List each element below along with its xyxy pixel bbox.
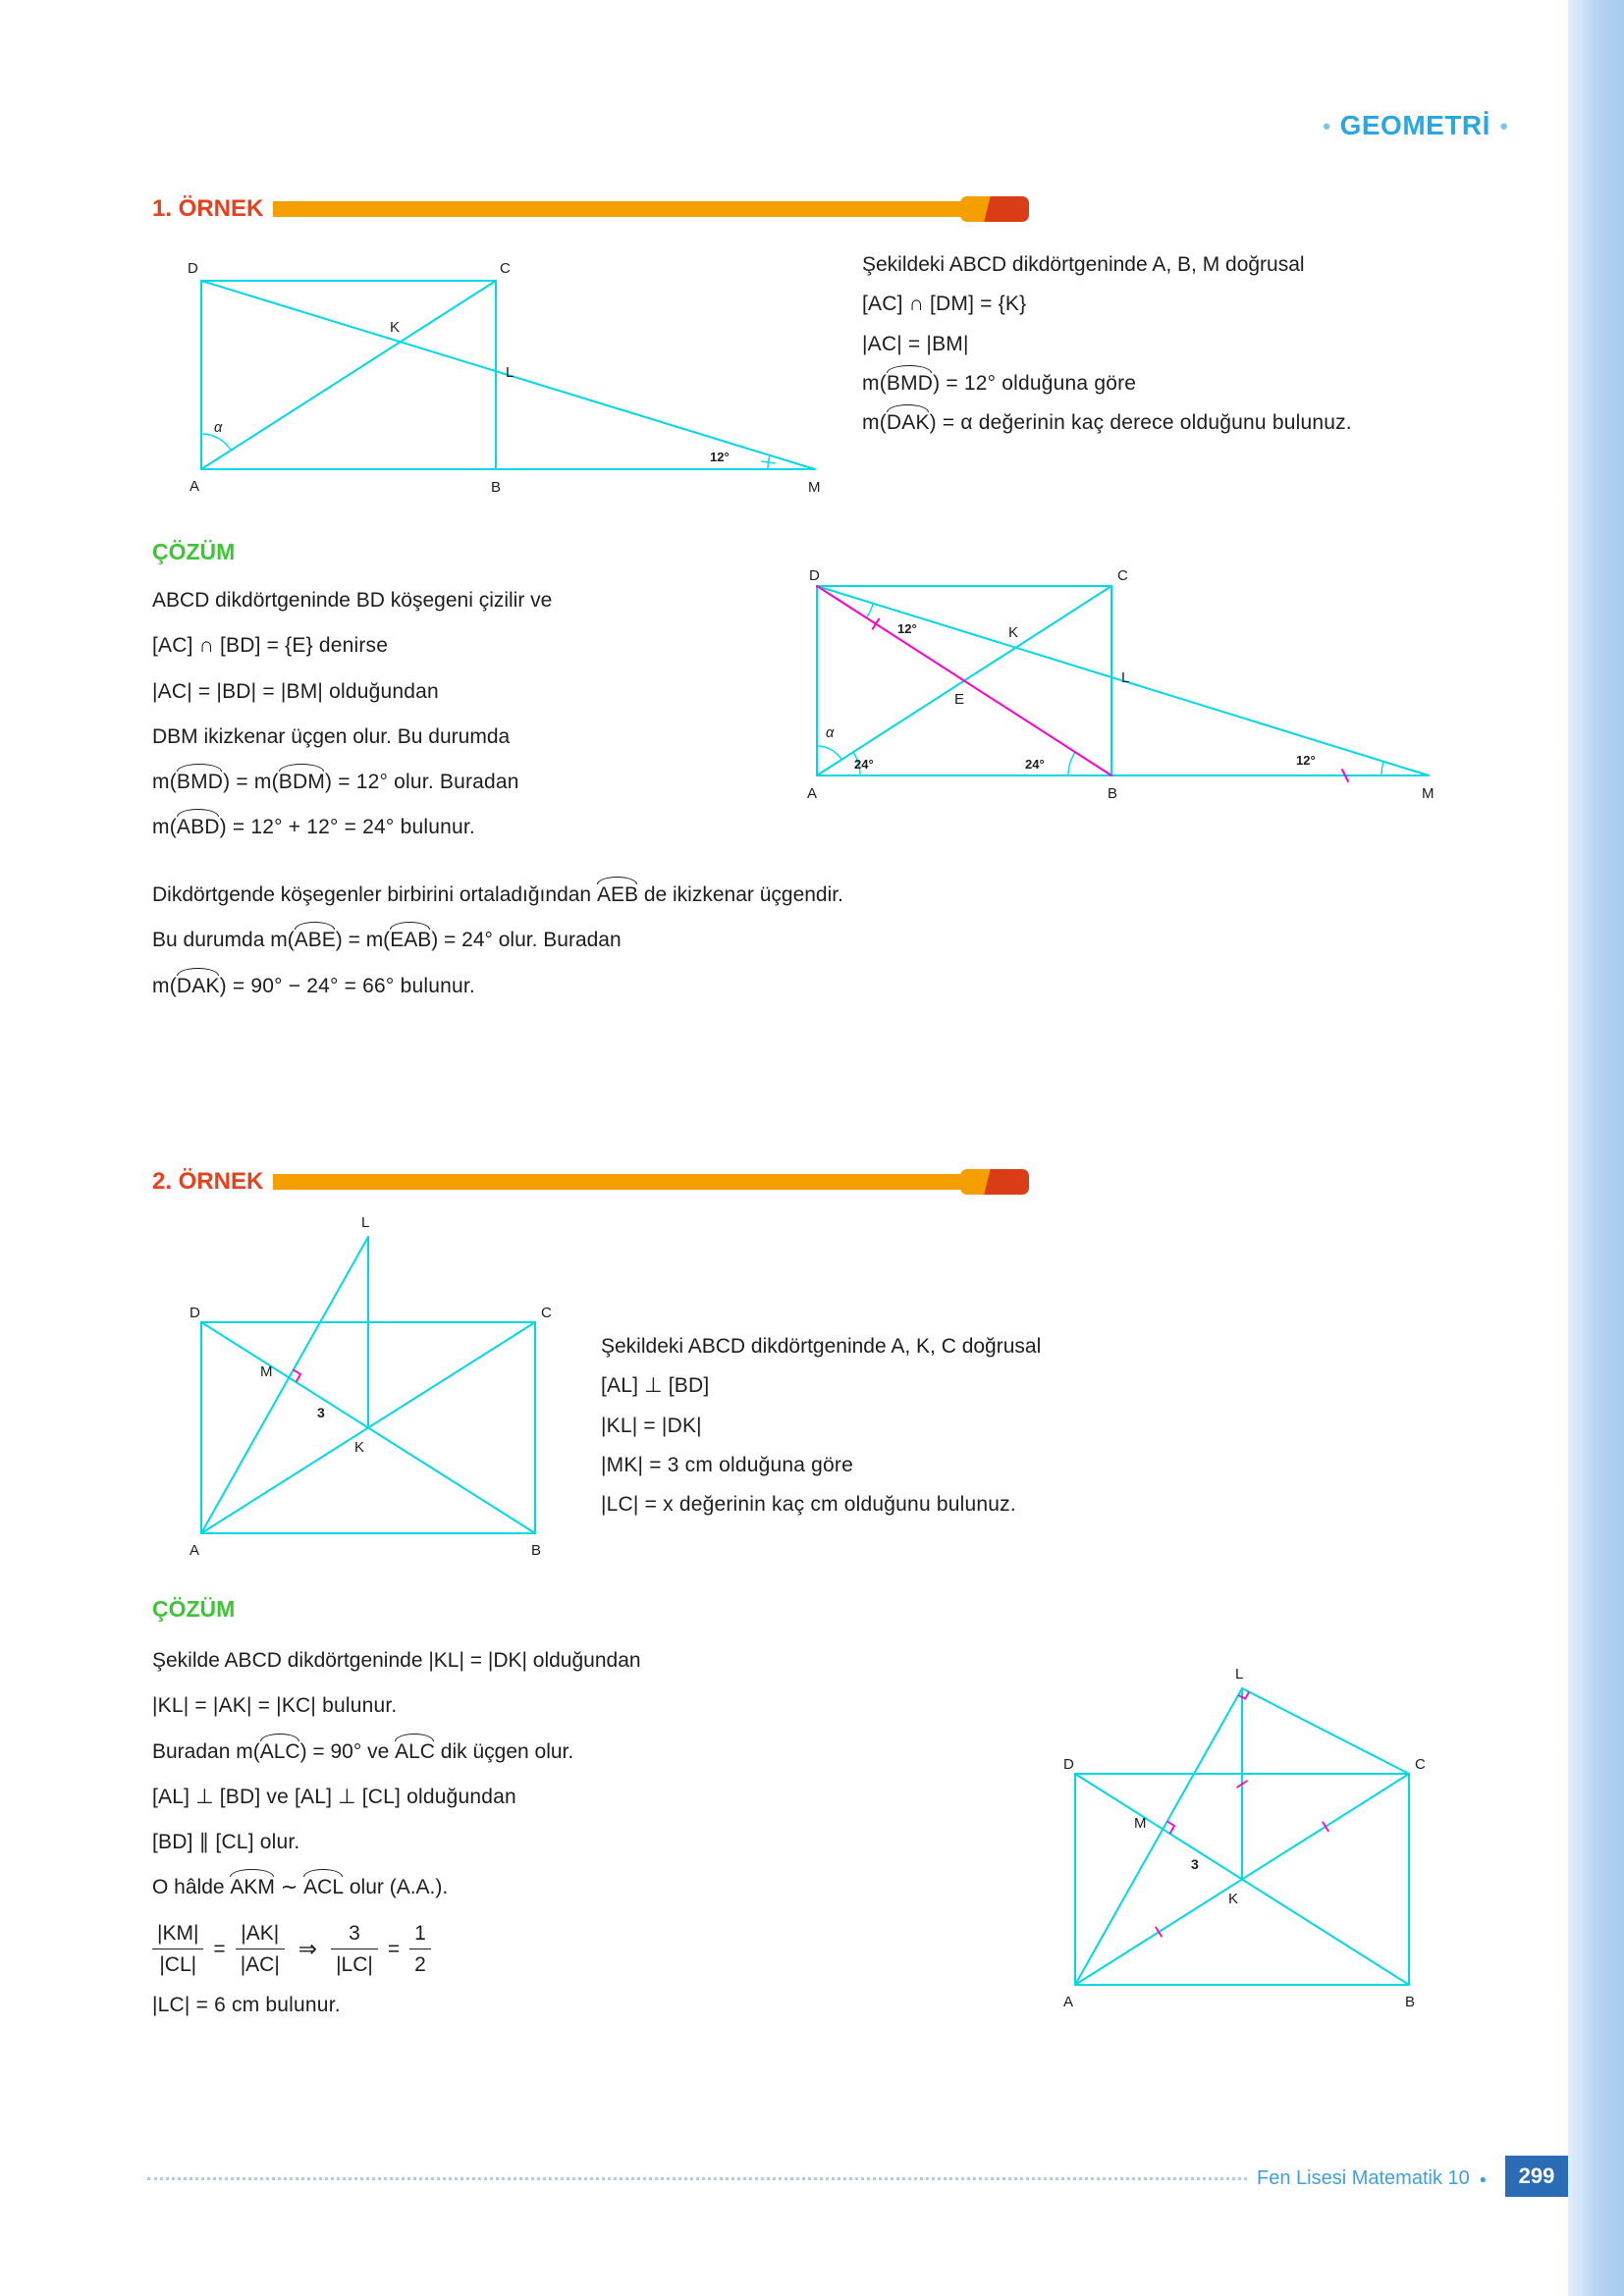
solution-line xyxy=(152,814,800,840)
denominator: 2 xyxy=(414,1953,426,1977)
chapter-header xyxy=(1323,110,1508,141)
example-bar-cap-icon xyxy=(960,196,1029,222)
point-label-D: D xyxy=(188,260,198,277)
point-label-L: L xyxy=(1235,1666,1244,1682)
point-label-K: K xyxy=(1008,624,1019,641)
text-fragment: olur (A.A.). xyxy=(344,1876,449,1899)
angle-notation: ALC xyxy=(395,1738,435,1765)
tick-KC xyxy=(1323,1822,1328,1832)
sidebar-strip xyxy=(1568,0,1624,2296)
point-label-A: A xyxy=(807,785,818,802)
fraction-1-2 xyxy=(409,1920,431,1979)
solution-line: [AL] ⊥ [BD] ve [AL] ⊥ [CL] olduğundan xyxy=(152,1785,516,1808)
solution-line xyxy=(152,927,1468,953)
angle-arc-M12 xyxy=(1381,762,1383,775)
point-label-K: K xyxy=(1228,1891,1239,1907)
example2-solution xyxy=(152,1647,1016,2038)
text-fragment: ) = 12° + 12° = 24° bulunur. xyxy=(219,816,475,839)
example-bar xyxy=(273,1174,964,1190)
footer-dot-icon: ● xyxy=(1479,2171,1487,2186)
solution-line xyxy=(152,1874,1016,1900)
text-fragment: ) = m( xyxy=(335,929,391,952)
figure-solution2 xyxy=(1036,1661,1488,2019)
solution-line: ABCD dikdörtgeninde BD köşegeni çizilir ve xyxy=(152,589,553,612)
text-fragment: de ikizkenar üçgendir. xyxy=(637,883,843,906)
angle-label-D12: 12° xyxy=(897,621,917,636)
solution-line: DBM ikizkenar üçgen olur. Bu durumda xyxy=(152,724,511,748)
text-fragment: ) = 90° ve xyxy=(299,1739,396,1763)
solution2-label: ÇÖZÜM xyxy=(152,1596,236,1622)
footer-dotted-line xyxy=(147,2177,1247,2180)
problem-line: [AC] ∩ [DM] = {K} xyxy=(862,293,1027,316)
diagonal-AC xyxy=(201,281,496,469)
angle-notation: BMD xyxy=(887,370,933,397)
fraction-KM-CL xyxy=(152,1920,203,1979)
tick-DB xyxy=(873,619,879,629)
example1-problem xyxy=(862,251,1358,449)
angle-notation: AKM xyxy=(230,1874,275,1900)
problem-line: |LC| = x değerinin kaç cm olduğunu bulunuz. xyxy=(601,1493,1016,1517)
angle-notation: ALC xyxy=(260,1738,300,1765)
solution1-label: ÇÖZÜM xyxy=(152,539,236,564)
text-fragment: ∼ xyxy=(274,1876,304,1899)
point-label-E: E xyxy=(954,691,965,708)
figure3-lines xyxy=(201,1237,535,1533)
angle-label-12: 12° xyxy=(710,450,730,464)
solution-line: Şekilde ABCD dikdörtgeninde |KL| = |DK| olduğundan xyxy=(152,1649,641,1672)
problem-line xyxy=(862,370,1358,397)
example1-header xyxy=(152,195,1029,223)
text-fragment: dik üçgen olur. xyxy=(434,1739,574,1763)
problem-line: Şekildeki ABCD dikdörtgeninde A, B, M doğrusal xyxy=(862,253,1305,276)
point-label-M: M xyxy=(260,1363,273,1380)
text-fragment: ) = 90° − 24° = 66° bulunur. xyxy=(219,974,475,997)
equals-sign: = xyxy=(387,1937,401,1960)
fraction-3-LC xyxy=(331,1920,378,1979)
example1-label: 1. ÖRNEK xyxy=(152,195,264,222)
problem-line: Şekildeki ABCD dikdörtgeninde A, K, C doğrusal xyxy=(601,1335,1042,1358)
example-bar xyxy=(273,201,964,217)
numerator: |KM| xyxy=(152,1920,203,1949)
denominator: |CL| xyxy=(159,1953,197,1977)
angle-notation: EAB xyxy=(390,927,431,953)
example2-problem xyxy=(601,1333,1327,1530)
numerator: |AK| xyxy=(236,1920,285,1949)
solution-line: |AC| = |BD| = |BM| olduğundan xyxy=(152,679,439,703)
solution-line: [BD] ∥ [CL] olur. xyxy=(152,1831,300,1854)
problem-line: [AL] ⊥ [BD] xyxy=(601,1374,710,1398)
point-label-D: D xyxy=(189,1305,200,1321)
chapter-title: GEOMETRİ xyxy=(1339,110,1490,140)
point-label-M: M xyxy=(808,479,821,496)
text-fragment: O hâlde xyxy=(152,1876,231,1899)
example2-header xyxy=(152,1168,1029,1196)
angle-arc-alpha xyxy=(201,434,231,451)
solution-line xyxy=(152,1738,1016,1765)
point-label-D: D xyxy=(1063,1756,1074,1773)
text-fragment: ) = 12° olur. Buradan xyxy=(325,771,519,794)
angle-label-B24: 24° xyxy=(1025,757,1045,772)
proportion-equation xyxy=(152,1920,1016,1979)
point-label-K: K xyxy=(390,319,401,336)
footer-book-title: Fen Lisesi Matematik 10 xyxy=(1256,2167,1470,2189)
problem-line xyxy=(862,409,1358,436)
point-label-A: A xyxy=(189,1542,200,1559)
length-label-3: 3 xyxy=(317,1405,325,1420)
implies-sign: ⇒ xyxy=(298,1935,318,1961)
point-label-L: L xyxy=(361,1214,370,1231)
page-number: 299 xyxy=(1505,2156,1568,2197)
line-AL xyxy=(1075,1688,1242,1985)
angle-tick-M xyxy=(762,461,776,463)
example1-solution-continued xyxy=(152,881,1468,1018)
problem-line: |AC| = |BM| xyxy=(862,332,969,355)
denominator: |AC| xyxy=(240,1953,280,1977)
point-label-K: K xyxy=(354,1439,365,1456)
text-fragment: m( xyxy=(152,771,177,794)
point-label-D: D xyxy=(809,567,820,584)
text-fragment: ) = m( xyxy=(223,771,279,794)
text-fragment: ) = α değerinin kaç derece olduğunu bulunuz. xyxy=(929,411,1352,435)
solution-line xyxy=(152,973,1468,999)
solution-line: |LC| = 6 cm bulunur. xyxy=(152,1994,341,2017)
angle-label-A24: 24° xyxy=(854,757,874,772)
point-label-B: B xyxy=(1108,785,1118,802)
point-label-M: M xyxy=(1422,785,1435,802)
point-label-L: L xyxy=(506,364,514,381)
numerator: 3 xyxy=(331,1920,378,1949)
page-footer xyxy=(147,2167,1487,2190)
text-fragment: ) = 24° olur. Buradan xyxy=(431,929,622,952)
point-label-A: A xyxy=(1063,1994,1074,2010)
text-fragment: m( xyxy=(862,371,887,395)
text-fragment: Dikdörtgende köşegenler birbirini ortaladığından xyxy=(152,883,597,906)
angle-label-M12: 12° xyxy=(1296,753,1316,768)
text-fragment: m( xyxy=(862,411,887,435)
angle-label-alpha: α xyxy=(826,725,835,741)
length-label-3: 3 xyxy=(1191,1856,1199,1872)
figure-solution1 xyxy=(795,555,1443,805)
figure4-lines xyxy=(1075,1688,1409,1985)
figure-example2 xyxy=(162,1209,614,1568)
line-LC xyxy=(1242,1688,1409,1774)
angle-label-alpha: α xyxy=(214,420,223,436)
problem-line: |MK| = 3 cm olduğuna göre xyxy=(601,1453,853,1476)
line-AL xyxy=(201,1237,368,1533)
angle-notation: ABE xyxy=(295,927,336,953)
point-label-L: L xyxy=(1121,669,1130,686)
angle-notation: DAK xyxy=(887,409,930,436)
equals-sign: = xyxy=(213,1937,226,1960)
text-fragment: m( xyxy=(152,816,177,839)
point-label-C: C xyxy=(1415,1756,1426,1773)
point-label-B: B xyxy=(491,479,502,496)
solution-line xyxy=(152,769,800,795)
point-label-C: C xyxy=(541,1305,552,1321)
angle-notation: AEB xyxy=(597,881,638,908)
point-label-M: M xyxy=(1134,1815,1147,1832)
figure2-marks xyxy=(817,586,1348,781)
fraction-AK-AC xyxy=(236,1920,285,1979)
numerator: 1 xyxy=(409,1920,431,1949)
header-dot-icon: ● xyxy=(1322,117,1331,134)
point-label-C: C xyxy=(1117,567,1128,584)
example2-label: 2. ÖRNEK xyxy=(152,1168,264,1195)
solution-line xyxy=(152,881,1468,908)
angle-notation: BDM xyxy=(279,769,325,795)
text-fragment: ) = 12° olduğuna göre xyxy=(933,371,1137,395)
angle-notation: ABD xyxy=(177,814,220,840)
header-dot-icon: ● xyxy=(1498,117,1508,134)
point-label-A: A xyxy=(189,478,200,495)
problem-line: |KL| = |DK| xyxy=(601,1414,702,1437)
example-bar-cap-icon xyxy=(960,1169,1029,1195)
solution-line: |KL| = |AK| = |KC| bulunur. xyxy=(152,1694,398,1718)
denominator: |LC| xyxy=(336,1953,373,1977)
point-label-B: B xyxy=(1405,1994,1416,2010)
text-fragment: m( xyxy=(152,974,177,997)
point-label-C: C xyxy=(500,260,511,277)
angle-arc-D xyxy=(867,604,874,618)
example1-solution xyxy=(152,587,800,860)
point-label-B: B xyxy=(531,1542,542,1559)
angle-notation: ACL xyxy=(303,1874,344,1900)
text-fragment: Buradan m( xyxy=(152,1739,260,1763)
figure-example1 xyxy=(172,243,849,504)
angle-arc-B24 xyxy=(1068,752,1075,775)
angle-notation: BMD xyxy=(177,769,223,795)
angle-notation: DAK xyxy=(177,973,220,999)
text-fragment: Bu durumda m( xyxy=(152,929,295,952)
solution-line: [AC] ∩ [BD] = {E} denirse xyxy=(152,634,389,658)
angle-arc-alpha xyxy=(817,746,841,760)
